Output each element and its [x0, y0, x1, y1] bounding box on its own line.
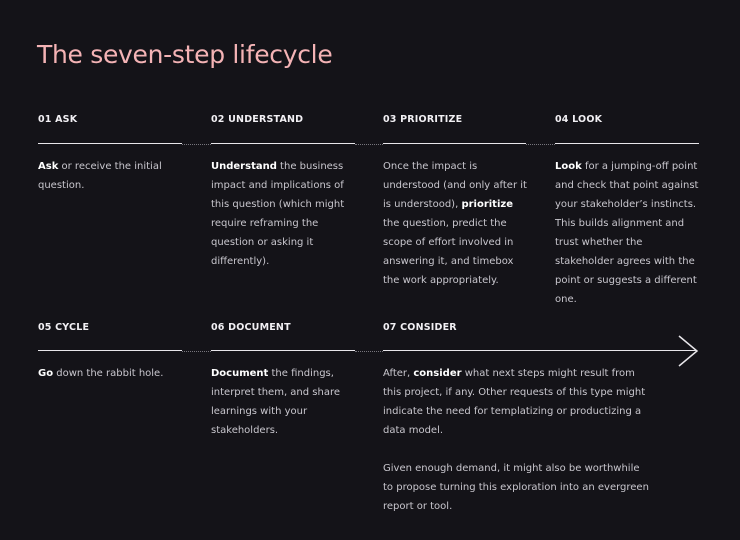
arrow-right-icon	[676, 334, 700, 368]
connector-1-2	[182, 144, 211, 145]
step-7-description	[383, 364, 651, 516]
step-1-keyword: Ask	[38, 161, 59, 172]
step-5-rule	[38, 350, 182, 351]
connector-2-3	[355, 144, 383, 145]
step-6-label: 06 DOCUMENT	[211, 322, 291, 333]
step-3-description	[383, 157, 528, 290]
connector-5-6	[182, 351, 211, 352]
step-4-description	[555, 157, 703, 309]
connector-3-4	[526, 144, 555, 145]
step-2-rule	[211, 143, 355, 144]
step-3-label: 03 PRIORITIZE	[383, 114, 463, 125]
step-3-pre: Once the impact is understood (and only after it is understood),	[383, 161, 527, 210]
step-7-pre: After,	[383, 368, 414, 379]
step-5-text: down the rabbit hole.	[53, 368, 164, 379]
step-5-label: 05 CYCLE	[38, 322, 90, 333]
step-1-description	[38, 157, 178, 195]
step-5-description	[38, 364, 178, 383]
step-6-description	[211, 364, 341, 440]
step-7-keyword: consider	[413, 368, 462, 379]
step-7-rule	[383, 350, 697, 351]
step-7-paragraph-1	[383, 364, 651, 440]
step-5-keyword: Go	[38, 368, 54, 379]
step-2-description	[211, 157, 359, 271]
step-4-rule	[555, 143, 699, 144]
step-1-text: or receive the initial question.	[38, 161, 162, 191]
step-7-paragraph-2: Given enough demand, it might also be worthwhile to propose turning this exploration into an evergreen report or tool.	[383, 463, 649, 512]
step-3-text: the question, predict the scope of effort involved in answering it, and timebox the work appropriately.	[383, 218, 514, 286]
step-3-keyword: prioritize	[461, 199, 513, 210]
step-3-rule	[383, 143, 526, 144]
step-2-text: the business impact and implications of this question (which might require reframing the question or asking it differently).	[211, 161, 345, 267]
step-7-label: 07 CONSIDER	[383, 322, 457, 333]
step-7-text: what next steps might result from this project, if any. Other requests of this type might indicate the need for templatizing or productizing a data model.	[383, 368, 646, 436]
step-6-text: the findings, interpret them, and share learnings with your stakeholders.	[211, 368, 341, 436]
step-4-label: 04 LOOK	[555, 114, 603, 125]
step-1-rule	[38, 143, 182, 144]
step-6-keyword: Document	[211, 368, 269, 379]
step-1-label: 01 ASK	[38, 114, 78, 125]
page-title: The seven-step lifecycle	[37, 40, 333, 69]
connector-6-7	[355, 351, 383, 352]
step-2-keyword: Understand	[211, 161, 277, 172]
step-4-text: for a jumping-off point and check that point against your stakeholder’s instincts. This builds alignment and trust whether the stakeholder agrees with the point or suggests a different one.	[555, 161, 699, 305]
step-2-label: 02 UNDERSTAND	[211, 114, 304, 125]
step-4-keyword: Look	[555, 161, 582, 172]
step-6-rule	[211, 350, 355, 351]
